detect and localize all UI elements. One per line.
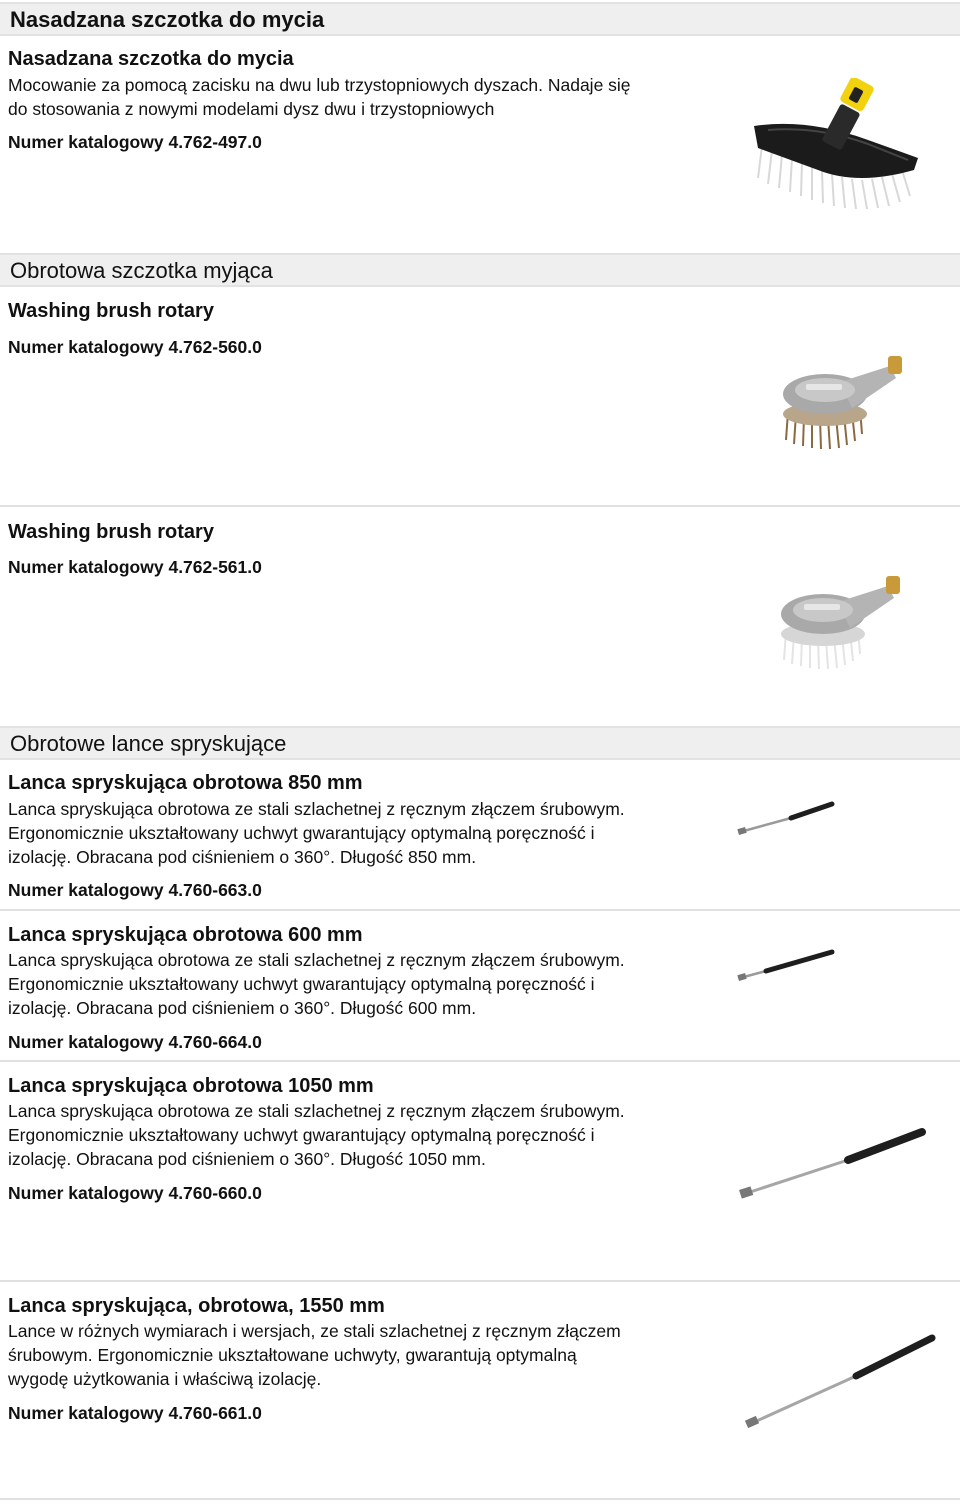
description-line: wygodę użytkowania i właściwą izolację. — [8, 1369, 322, 1389]
description-line: izolację. Obracana pod ciśnieniem o 360°. Długość 850 mm. — [8, 847, 477, 867]
divider — [0, 1498, 960, 1500]
description-line: Ergonomicznie ukształtowany uchwyt gwarantujący optymalną poręczność i — [8, 823, 595, 843]
product-title: Lanca spryskująca obrotowa 1050 mm — [8, 1075, 374, 1097]
description-line: Ergonomicznie ukształtowany uchwyt gwarantujący optymalną poręczność i — [8, 974, 595, 994]
catalog-number: Numer katalogowy 4.760-661.0 — [8, 1403, 262, 1423]
description-line: śrubowym. Ergonomicznie ukształtowane uchwyty, gwarantują optymalną — [8, 1345, 577, 1365]
rotary-brush-natural-bristle-icon — [780, 352, 910, 452]
product-title: Nasadzana szczotka do mycia — [8, 48, 294, 70]
description-line: Lanca spryskująca obrotowa ze stali szlachetnej z ręcznym złączem śrubowym. — [8, 1101, 625, 1121]
section-title: Obrotowa szczotka myjąca — [10, 258, 273, 283]
rotary-brush-white-bristle-icon — [778, 572, 908, 672]
product-title: Washing brush rotary — [8, 521, 214, 543]
catalog-number: Numer katalogowy 4.760-663.0 — [8, 880, 262, 900]
product-description — [8, 948, 728, 1020]
catalog-number: Numer katalogowy 4.760-664.0 — [8, 1032, 262, 1052]
divider — [0, 1060, 960, 1062]
catalog-number: Numer katalogowy 4.760-660.0 — [8, 1183, 262, 1203]
product-title: Lanca spryskująca obrotowa 850 mm — [8, 772, 363, 794]
product-title: Lanca spryskująca obrotowa 600 mm — [8, 924, 363, 946]
description-line: Lance w różnych wymiarach i wersjach, ze stali szlachetnej z ręcznym złączem — [8, 1321, 621, 1341]
description-line: izolację. Obracana pod ciśnieniem o 360°. Długość 600 mm. — [8, 998, 477, 1018]
spray-lance-icon — [738, 1122, 928, 1202]
description-line: izolację. Obracana pod ciśnieniem o 360°. Długość 1050 mm. — [8, 1149, 486, 1169]
section-title: Obrotowe lance spryskujące — [10, 731, 287, 756]
product-title: Lanca spryskująca, obrotowa, 1550 mm — [8, 1295, 385, 1317]
product-description — [8, 73, 728, 121]
product-description — [8, 1319, 728, 1391]
divider — [0, 909, 960, 911]
product-description — [8, 797, 728, 869]
description-line: Mocowanie za pomocą zacisku na dwu lub trzystopniowych dyszach. Nadaje się — [8, 75, 631, 95]
product-title: Washing brush rotary — [8, 300, 214, 322]
description-line: Lanca spryskująca obrotowa ze stali szlachetnej z ręcznym złączem śrubowym. — [8, 950, 625, 970]
description-line: Ergonomicznie ukształtowany uchwyt gwarantujący optymalną poręczność i — [8, 1125, 595, 1145]
divider — [0, 1280, 960, 1282]
description-line: Lanca spryskująca obrotowa ze stali szlachetnej z ręcznym złączem śrubowym. — [8, 799, 625, 819]
flat-washing-brush-icon — [748, 78, 923, 213]
description-line: do stosowania z nowymi modelami dysz dwu i trzystopniowych — [8, 99, 495, 119]
spray-lance-icon — [736, 946, 836, 986]
product-description — [8, 1099, 728, 1171]
spray-lance-icon — [736, 796, 836, 838]
divider — [0, 505, 960, 507]
section-header — [0, 253, 960, 287]
section-title: Nasadzana szczotka do mycia — [10, 7, 325, 32]
catalog-number: Numer katalogowy 4.762-497.0 — [8, 132, 262, 152]
spray-lance-icon — [744, 1330, 936, 1430]
catalog-number: Numer katalogowy 4.762-561.0 — [8, 557, 262, 577]
catalog-number: Numer katalogowy 4.762-560.0 — [8, 337, 262, 357]
section-header — [0, 2, 960, 36]
section-header — [0, 726, 960, 760]
